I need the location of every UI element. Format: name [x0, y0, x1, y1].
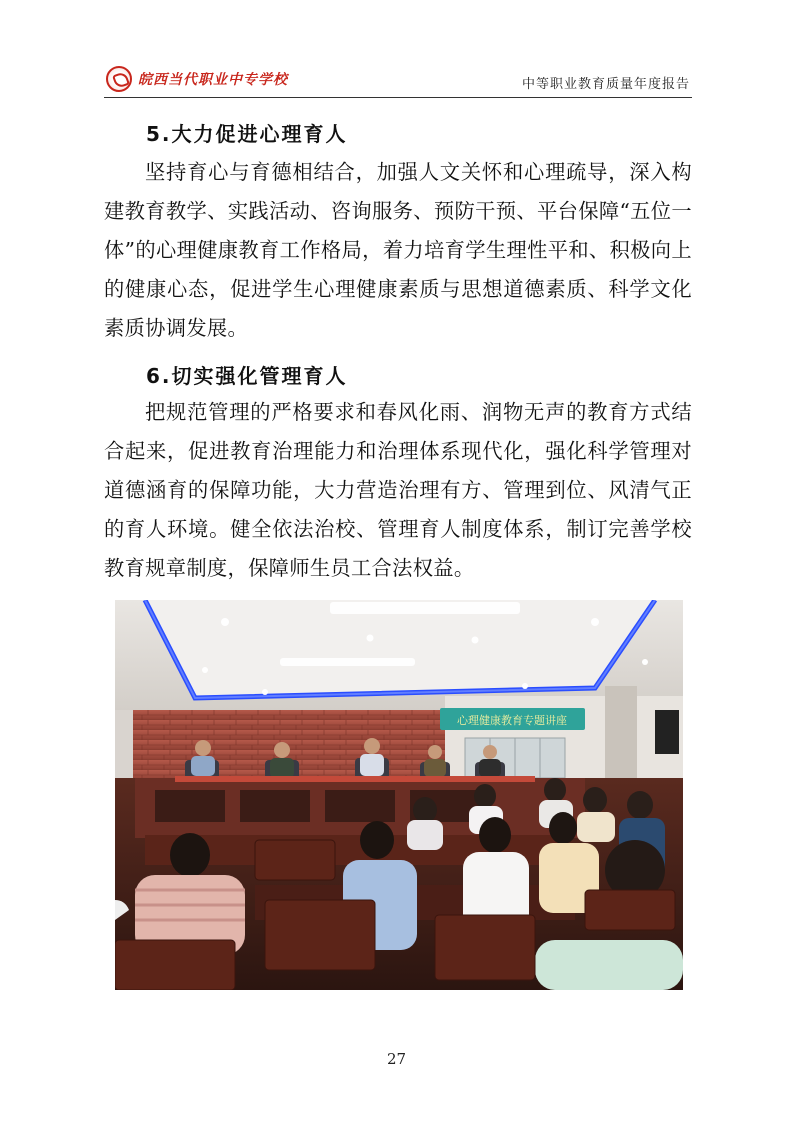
school-name: 皖西当代职业中专学校 — [138, 72, 288, 88]
meeting-photo — [115, 600, 683, 990]
section-heading-psychology: 5.大力促进心理育人 — [146, 122, 348, 146]
school-logo — [106, 66, 288, 92]
page-number: 27 — [386, 1050, 407, 1068]
report-title: 中等职业教育质量年度报告 — [521, 77, 690, 92]
section-paragraph-management: 把规范管理的严格要求和春风化雨、润物无声的教育方式结合起来，促进教育治理能力和治理体系现代化，强化科学管理对道德涵育的保障功能，大力营造治理有方、管理到位、风清气正的育人环境。健全依法治校、管理育人制度体系，制订完善学校教育规章制度，保障师生员工合法权益。 — [104, 400, 692, 580]
photo-banner-text: 心理健康教育专题讲座 — [457, 714, 567, 727]
header-divider — [104, 97, 692, 98]
page-header — [104, 58, 692, 98]
section-heading-management: 6.切实强化管理育人 — [146, 364, 348, 388]
section-paragraph-psychology: 坚持育心与育德相结合，加强人文关怀和心理疏导，深入构建教育教学、实践活动、咨询服务、预防干预、平台保障“五位一体”的心理健康教育工作格局，着力培育学生理性平和、积极向上的健康心态，促进学生心理健康素质与思想道德素质、科学文化素质协调发展。 — [104, 160, 692, 340]
school-seal-icon — [106, 66, 132, 92]
